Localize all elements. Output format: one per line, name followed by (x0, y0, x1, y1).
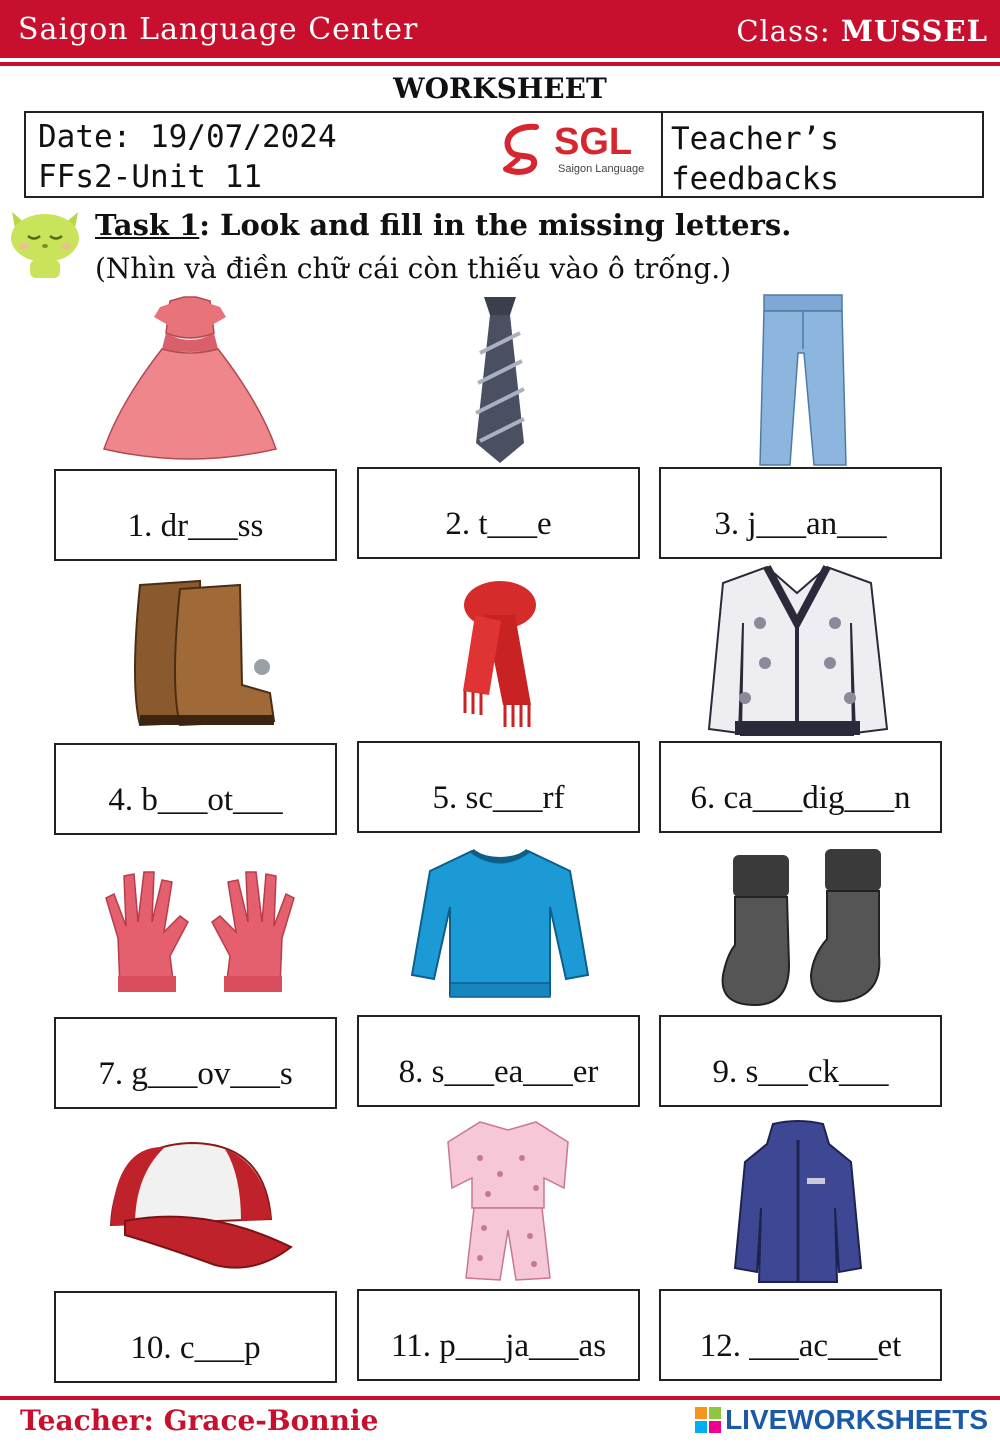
teacher-name: Teacher: Grace-Bonnie (20, 1404, 379, 1437)
jeans-icon (758, 293, 848, 468)
answer-box-4[interactable]: 4. b___ot___ (54, 743, 337, 835)
gloves-icon (100, 868, 295, 998)
liveworksheets-logo-icon (695, 1407, 721, 1433)
sweater-icon (410, 845, 590, 1003)
feedback-line-2: feedbacks (671, 161, 839, 197)
info-divider (661, 113, 663, 196)
class-value: MUSSEL (840, 14, 988, 48)
answer-box-5[interactable]: 5. sc___rf (357, 741, 640, 833)
footer-line (0, 1396, 1000, 1400)
teacher-feedback-label (671, 119, 839, 199)
socks-icon (715, 845, 890, 1010)
task-subtitle: (Nhìn và điền chữ cái còn thiếu vào ô trống.) (95, 252, 732, 285)
liveworksheets-text: LIVEWORKSHEETS (725, 1404, 988, 1435)
jacket-icon (733, 1118, 863, 1286)
class-info (736, 14, 988, 48)
answer-box-11[interactable]: 11. p___ja___as (357, 1289, 640, 1381)
answer-box-6[interactable]: 6. ca___dig___n (659, 741, 942, 833)
answer-box-12[interactable]: 12. ___ac___et (659, 1289, 942, 1381)
cat-mascot-icon (4, 202, 86, 280)
boots-icon (110, 575, 290, 730)
cap-icon (105, 1135, 295, 1275)
dress-icon (100, 293, 280, 465)
task-title (95, 208, 791, 242)
date-text: Date: 19/07/2024 (38, 119, 337, 155)
answer-box-1[interactable]: 1. dr___ss (54, 469, 337, 561)
scarf-icon (445, 575, 555, 735)
class-label: Class: (736, 14, 831, 48)
task-instruction: : Look and fill in the missing letters. (199, 208, 792, 242)
sgl-swoosh-icon (496, 119, 556, 179)
sgl-logo (496, 119, 646, 179)
header-bar (0, 0, 1000, 68)
feedback-line-1: Teacher’s (671, 121, 839, 157)
cardigan-icon (705, 563, 890, 738)
pajamas-icon (440, 1118, 575, 1283)
answer-box-7[interactable]: 7. g___ov___s (54, 1017, 337, 1109)
answer-box-10[interactable]: 10. c___p (54, 1291, 337, 1383)
center-name: Saigon Language Center (18, 12, 419, 47)
logo-subtext: Saigon Language (558, 163, 645, 175)
worksheet-title: WORKSHEET (393, 72, 607, 105)
liveworksheets-brand (695, 1404, 988, 1436)
tie-icon (470, 293, 530, 465)
header-underline (0, 62, 1000, 66)
info-box (24, 111, 984, 198)
logo-text: SGL (554, 121, 633, 163)
answer-box-3[interactable]: 3. j___an___ (659, 467, 942, 559)
answer-box-9[interactable]: 9. s___ck___ (659, 1015, 942, 1107)
answer-box-2[interactable]: 2. t___e (357, 467, 640, 559)
task-label: Task 1 (95, 208, 200, 242)
answer-box-8[interactable]: 8. s___ea___er (357, 1015, 640, 1107)
unit-text: FFs2-Unit 11 (38, 159, 262, 195)
